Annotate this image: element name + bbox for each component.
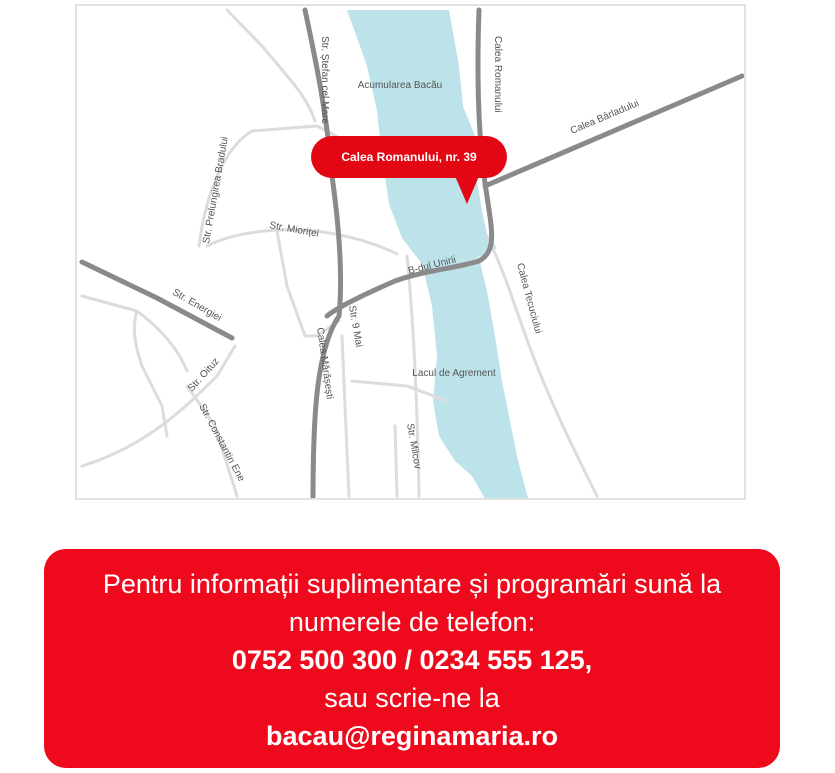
street-label-energiei: Str. Energiei (170, 287, 224, 324)
street-label-prelungirea-bradului: Str. Prelungirea Bradului (201, 135, 231, 245)
map-canvas[interactable] (77, 6, 746, 500)
lower-lake-label: Lacul de Agrement (412, 368, 496, 379)
street-label-milcov: Str. Milcov (404, 422, 423, 470)
email-link[interactable]: bacau@reginamaria.ro (266, 721, 558, 751)
phone-numbers[interactable]: 0752 500 300 / 0234 555 125, (231, 645, 593, 675)
street-label-miorita: Str. Mioriței (268, 220, 320, 240)
contact-email-intro: sau scrie-ne la (324, 683, 500, 713)
map[interactable] (75, 4, 746, 500)
contact-intro-line-1: Pentru informații suplimentare și programări sună la (102, 569, 722, 599)
river-channel (422, 258, 529, 500)
street-label-calea-barladului: Calea Bârladului (568, 97, 641, 137)
street-label-calea-marasesti: Calea Mărășești (314, 326, 335, 400)
upper-lake-label: Acumularea Bacău (357, 80, 443, 91)
street-label-calea-tecuciului: Calea Tecuciului (514, 261, 544, 335)
contact-intro-line-2: numerele de telefon: (288, 607, 536, 637)
street-label-9-mai: Str. 9 Mai (346, 304, 365, 349)
location-pin-label: Calea Romanului, nr. 39 (341, 150, 477, 164)
location-pin-pointer (455, 176, 479, 204)
contact-info-box (44, 549, 780, 768)
location-pin[interactable] (311, 136, 507, 178)
street-label-stefan-cel-mare: Str. Ștefan cel Mare (319, 36, 330, 124)
street-label-oituz: Str. Oituz (186, 356, 222, 395)
street-label-calea-romanului: Calea Romanului (492, 36, 503, 113)
street-label-bdul-unirii: B-dul Unirii (407, 254, 458, 277)
street-label-constantin-ene: Str. Constantin Ene (196, 402, 247, 484)
